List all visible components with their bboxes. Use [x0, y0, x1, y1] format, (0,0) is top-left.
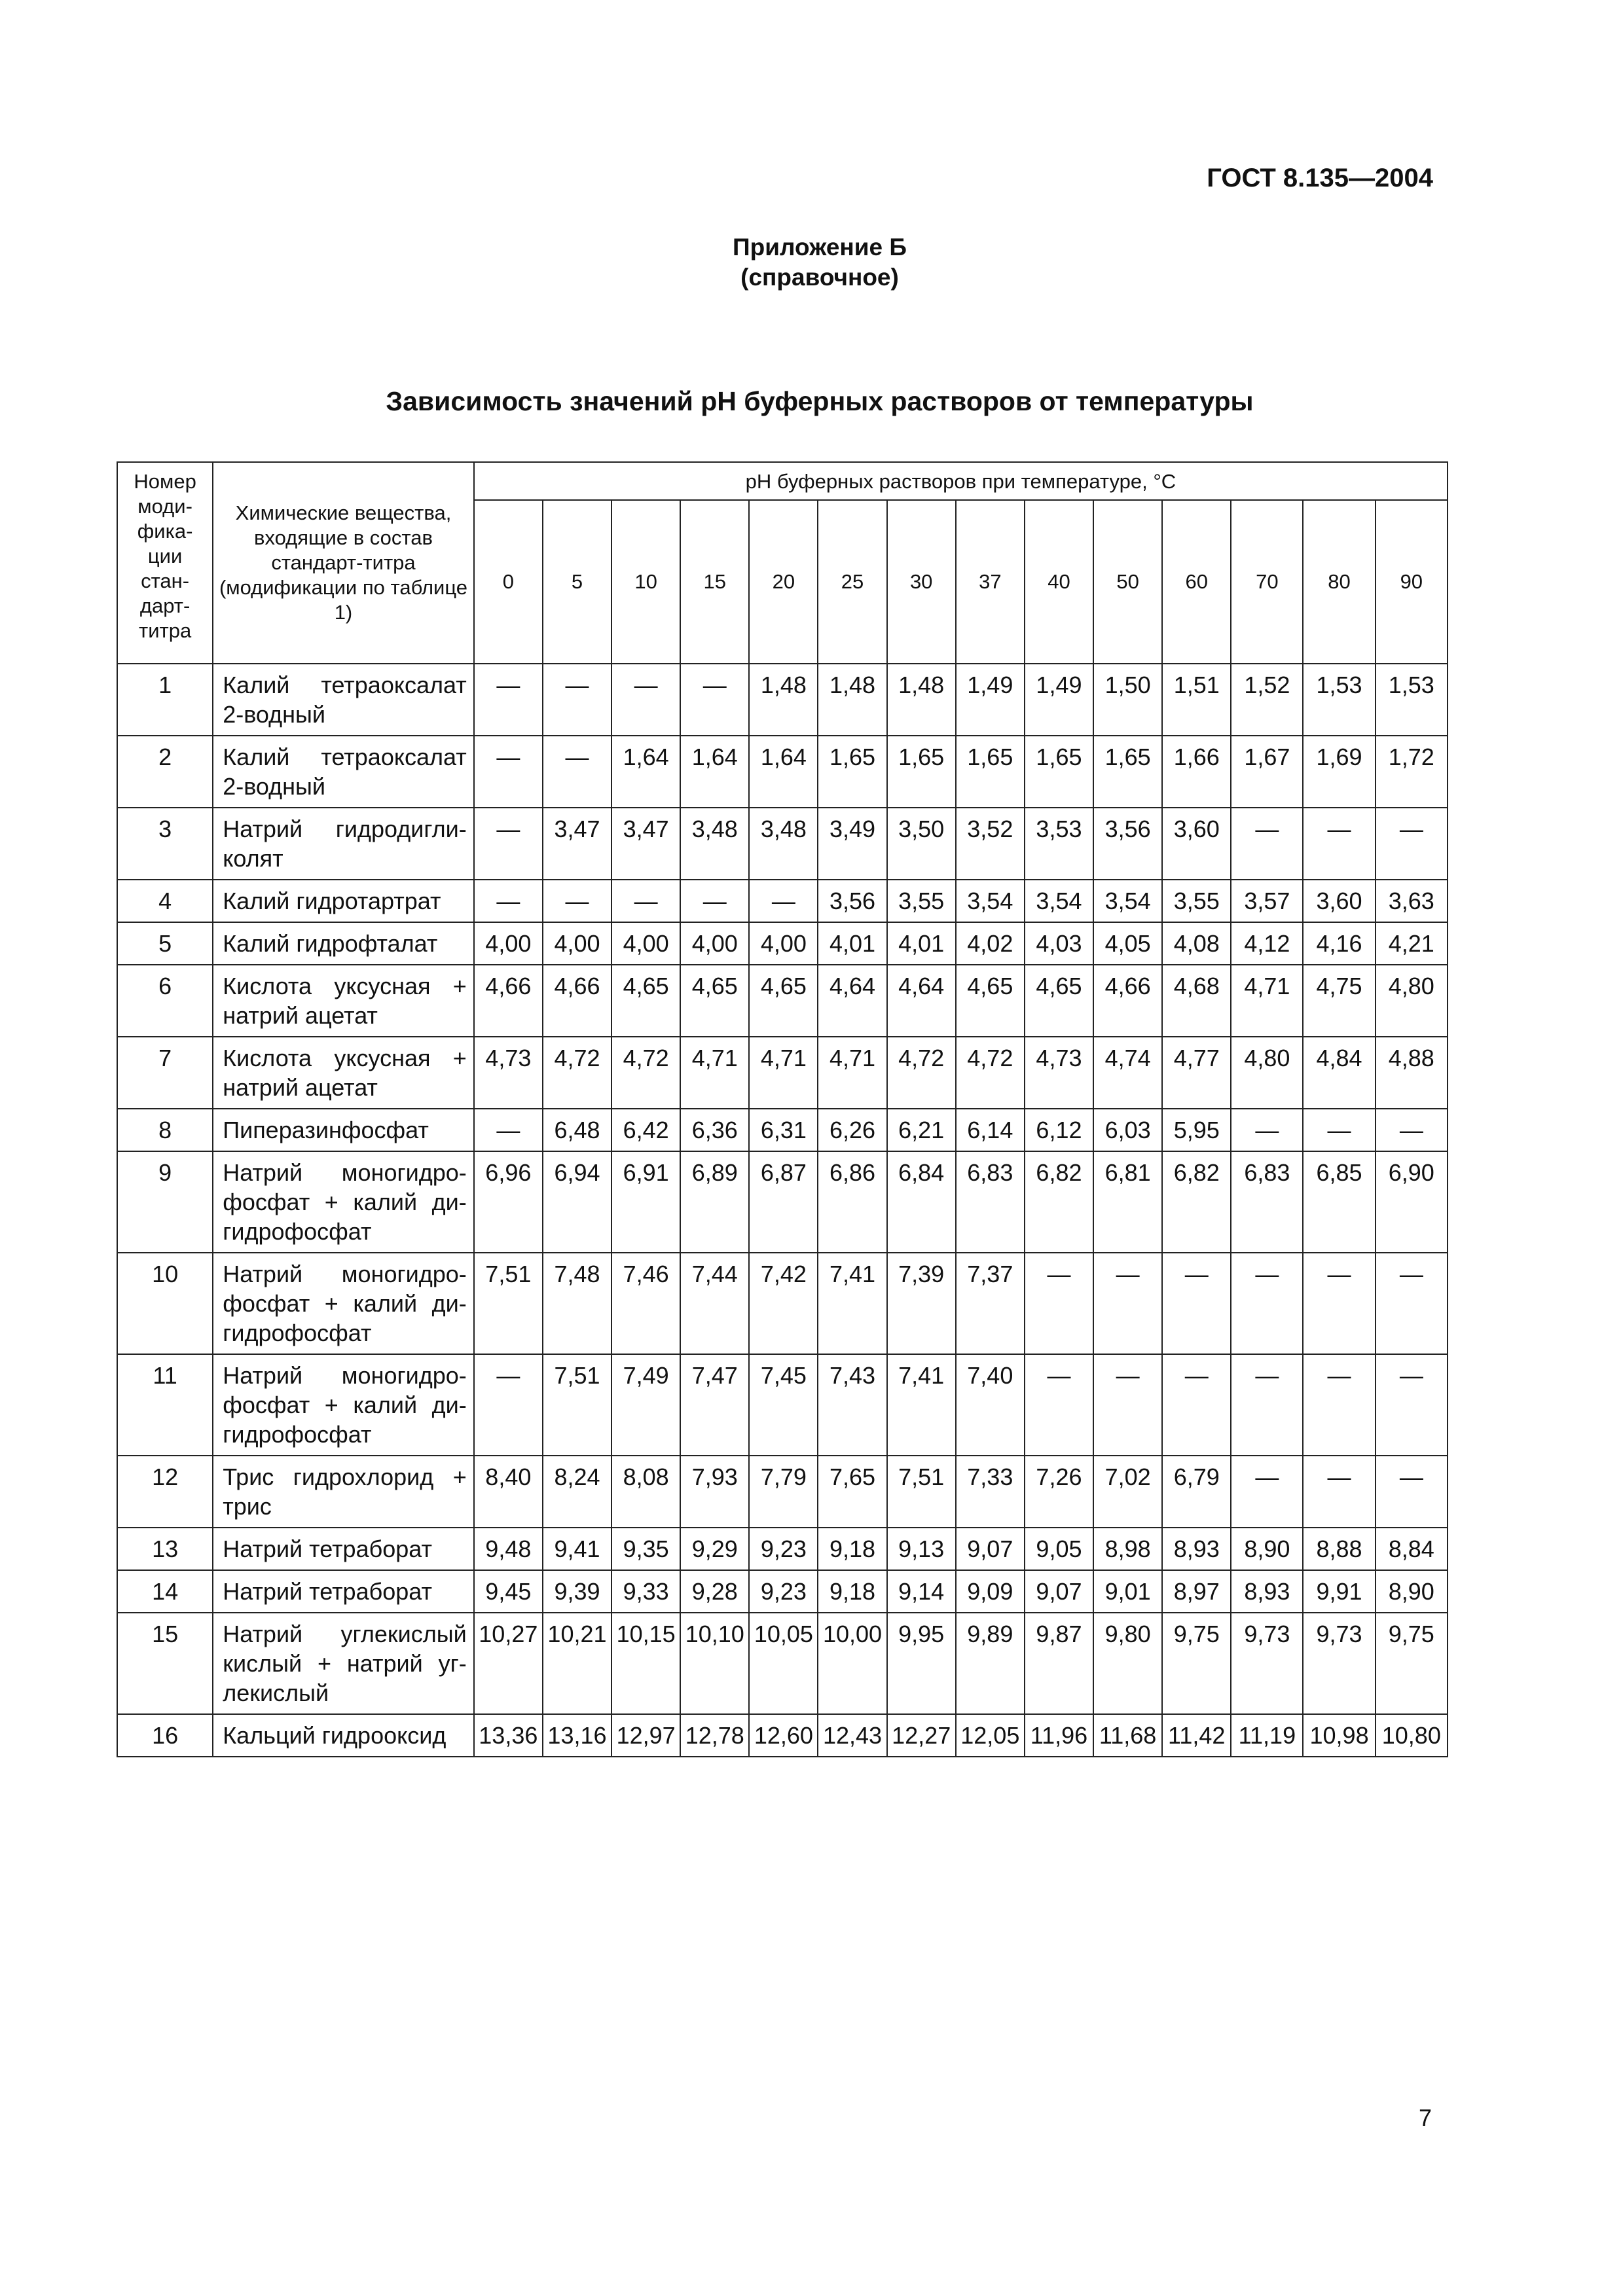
ph-value-cell: 7,41 — [818, 1253, 886, 1354]
ph-value-cell: 8,97 — [1162, 1570, 1231, 1613]
ph-value-cell: 1,49 — [956, 664, 1025, 736]
table-row — [117, 1570, 1448, 1613]
ph-value-cell: — — [1303, 808, 1375, 880]
table-row — [117, 1528, 1448, 1570]
ph-value-cell: 4,00 — [543, 922, 611, 965]
substance-name: Пиперазинфосфат — [213, 1109, 474, 1151]
ph-value-cell: 8,84 — [1376, 1528, 1448, 1570]
ph-value-cell: — — [474, 808, 543, 880]
ph-value-cell: 10,15 — [611, 1613, 680, 1714]
ph-value-cell: — — [1303, 1456, 1375, 1528]
ph-value-cell: 4,65 — [1025, 965, 1093, 1037]
ph-value-cell: 7,79 — [749, 1456, 818, 1528]
ph-value-cell: 4,00 — [680, 922, 749, 965]
ph-value-cell: 12,43 — [818, 1714, 886, 1757]
ph-value-cell: 8,88 — [1303, 1528, 1375, 1570]
ph-value-cell: 11,42 — [1162, 1714, 1231, 1757]
ph-value-cell: 9,45 — [474, 1570, 543, 1613]
ph-value-cell: 4,68 — [1162, 965, 1231, 1037]
ph-value-cell: 9,07 — [1025, 1570, 1093, 1613]
ph-value-cell: 8,93 — [1231, 1570, 1303, 1613]
ph-value-cell: 9,13 — [887, 1528, 956, 1570]
ph-value-cell: 7,39 — [887, 1253, 956, 1354]
appendix-kind: (справочное) — [740, 264, 899, 291]
ph-value-cell: 4,66 — [1093, 965, 1162, 1037]
table-row — [117, 880, 1448, 922]
ph-value-cell: 4,71 — [818, 1037, 886, 1109]
ph-value-cell: 10,80 — [1376, 1714, 1448, 1757]
ph-value-cell: 9,80 — [1093, 1613, 1162, 1714]
ph-value-cell: 9,14 — [887, 1570, 956, 1613]
ph-value-cell: 4,77 — [1162, 1037, 1231, 1109]
ph-value-cell: 8,24 — [543, 1456, 611, 1528]
ph-value-cell: 10,10 — [680, 1613, 749, 1714]
ph-value-cell: 3,57 — [1231, 880, 1303, 922]
ph-value-cell: 6,03 — [1093, 1109, 1162, 1151]
temperature-header: 15 — [680, 500, 749, 664]
table-row — [117, 1714, 1448, 1757]
ph-value-cell: 4,00 — [474, 922, 543, 965]
ph-value-cell: 7,02 — [1093, 1456, 1162, 1528]
ph-value-cell: 4,00 — [611, 922, 680, 965]
ph-value-cell: — — [543, 664, 611, 736]
table-row — [117, 1456, 1448, 1528]
ph-value-cell: — — [680, 664, 749, 736]
ph-value-cell: — — [543, 736, 611, 808]
ph-value-cell: — — [474, 664, 543, 736]
ph-value-cell: 1,64 — [680, 736, 749, 808]
ph-value-cell: 7,33 — [956, 1456, 1025, 1528]
ph-value-cell: 4,80 — [1231, 1037, 1303, 1109]
row-number: 2 — [117, 736, 213, 808]
ph-value-cell: 6,81 — [1093, 1151, 1162, 1253]
ph-value-cell: 9,23 — [749, 1528, 818, 1570]
ph-value-cell: 11,96 — [1025, 1714, 1093, 1757]
ph-value-cell: 9,29 — [680, 1528, 749, 1570]
ph-value-cell: 7,49 — [611, 1354, 680, 1456]
ph-value-cell: 6,87 — [749, 1151, 818, 1253]
table-row — [117, 1613, 1448, 1714]
ph-value-cell: 4,01 — [887, 922, 956, 965]
ph-value-cell: 6,42 — [611, 1109, 680, 1151]
ph-value-cell: 6,90 — [1376, 1151, 1448, 1253]
ph-value-cell: 6,79 — [1162, 1456, 1231, 1528]
ph-value-cell: 9,73 — [1303, 1613, 1375, 1714]
ph-value-cell: 6,94 — [543, 1151, 611, 1253]
ph-value-cell: 7,51 — [887, 1456, 956, 1528]
temperature-header: 25 — [818, 500, 886, 664]
ph-value-cell: 4,88 — [1376, 1037, 1448, 1109]
row-number: 14 — [117, 1570, 213, 1613]
row-number: 9 — [117, 1151, 213, 1253]
row-number: 4 — [117, 880, 213, 922]
ph-value-cell: 9,35 — [611, 1528, 680, 1570]
ph-value-cell: — — [611, 664, 680, 736]
row-number: 8 — [117, 1109, 213, 1151]
ph-value-cell: 4,73 — [474, 1037, 543, 1109]
ph-value-cell: 1,64 — [749, 736, 818, 808]
ph-value-cell: 4,03 — [1025, 922, 1093, 965]
ph-value-cell: 4,74 — [1093, 1037, 1162, 1109]
ph-value-cell: 1,72 — [1376, 736, 1448, 808]
table-row — [117, 1253, 1448, 1354]
substance-name: Натрий моногидро-фосфат + калий ди-гидрофосфат — [213, 1354, 474, 1456]
ph-value-cell: 1,65 — [1093, 736, 1162, 808]
ph-value-cell: — — [543, 880, 611, 922]
ph-value-cell: 1,53 — [1303, 664, 1375, 736]
substance-name: Натрий гидродигли-колят — [213, 808, 474, 880]
ph-value-cell: 3,54 — [1025, 880, 1093, 922]
ph-value-cell: 9,33 — [611, 1570, 680, 1613]
table-row — [117, 1109, 1448, 1151]
ph-value-cell: 11,68 — [1093, 1714, 1162, 1757]
ph-value-cell: 1,53 — [1376, 664, 1448, 736]
ph-value-cell: 5,95 — [1162, 1109, 1231, 1151]
row-number: 16 — [117, 1714, 213, 1757]
ph-value-cell: 6,14 — [956, 1109, 1025, 1151]
ph-value-cell: 4,16 — [1303, 922, 1375, 965]
ph-value-cell: 9,18 — [818, 1570, 886, 1613]
ph-value-cell: 4,71 — [1231, 965, 1303, 1037]
ph-value-cell: 10,98 — [1303, 1714, 1375, 1757]
ph-value-cell: 10,21 — [543, 1613, 611, 1714]
ph-value-cell: 3,47 — [611, 808, 680, 880]
ph-value-cell: 9,28 — [680, 1570, 749, 1613]
ph-value-cell: 6,21 — [887, 1109, 956, 1151]
table-title: Зависимость значений pH буферных растворов от температуры — [386, 386, 1254, 416]
ph-value-cell: 3,54 — [956, 880, 1025, 922]
substance-name: Натрий тетраборат — [213, 1528, 474, 1570]
row-number: 5 — [117, 922, 213, 965]
ph-value-cell: 6,36 — [680, 1109, 749, 1151]
ph-value-cell: 9,18 — [818, 1528, 886, 1570]
column-header-number: Номер моди-фика-ции стан-дарт-титра — [117, 462, 213, 664]
ph-value-cell: 6,91 — [611, 1151, 680, 1253]
ph-value-cell: 12,05 — [956, 1714, 1025, 1757]
ph-value-cell: 1,65 — [1025, 736, 1093, 808]
ph-value-cell: — — [1376, 1456, 1448, 1528]
temperature-header: 90 — [1376, 500, 1448, 664]
ph-value-cell: 3,53 — [1025, 808, 1093, 880]
ph-value-cell: 12,97 — [611, 1714, 680, 1757]
document-code: ГОСТ 8.135—2004 — [1207, 164, 1433, 192]
ph-value-cell: 6,84 — [887, 1151, 956, 1253]
ph-value-cell: 9,91 — [1303, 1570, 1375, 1613]
ph-value-cell: 7,41 — [887, 1354, 956, 1456]
ph-value-cell: 6,83 — [956, 1151, 1025, 1253]
ph-value-cell: — — [1376, 1253, 1448, 1354]
ph-value-cell: 6,12 — [1025, 1109, 1093, 1151]
ph-value-cell: 10,00 — [818, 1613, 886, 1714]
appendix-heading — [0, 232, 1623, 293]
ph-value-cell: 4,00 — [749, 922, 818, 965]
substance-name: Кислота уксусная + натрий ацетат — [213, 965, 474, 1037]
ph-value-cell: 1,51 — [1162, 664, 1231, 736]
ph-value-cell: 4,72 — [611, 1037, 680, 1109]
ph-value-cell: — — [1093, 1354, 1162, 1456]
ph-value-cell: 4,65 — [680, 965, 749, 1037]
ph-value-cell: 13,36 — [474, 1714, 543, 1757]
temperature-header: 10 — [611, 500, 680, 664]
temperature-header: 20 — [749, 500, 818, 664]
substance-name: Трис гидрохлорид + трис — [213, 1456, 474, 1528]
row-number: 3 — [117, 808, 213, 880]
ph-value-cell: 4,66 — [474, 965, 543, 1037]
ph-value-cell: 7,47 — [680, 1354, 749, 1456]
ph-value-cell: 7,48 — [543, 1253, 611, 1354]
table-row — [117, 1037, 1448, 1109]
ph-value-cell: 1,67 — [1231, 736, 1303, 808]
ph-value-cell: 8,40 — [474, 1456, 543, 1528]
temperature-header: 70 — [1231, 500, 1303, 664]
ph-value-cell: 4,21 — [1376, 922, 1448, 965]
ph-value-cell: 8,98 — [1093, 1528, 1162, 1570]
ph-value-cell: 6,83 — [1231, 1151, 1303, 1253]
ph-value-cell: 3,48 — [680, 808, 749, 880]
ph-value-cell: 9,41 — [543, 1528, 611, 1570]
ph-value-cell: 4,64 — [818, 965, 886, 1037]
ph-value-cell: 7,65 — [818, 1456, 886, 1528]
ph-value-cell: 6,48 — [543, 1109, 611, 1151]
ph-value-cell: — — [1376, 808, 1448, 880]
ph-value-cell: 4,72 — [956, 1037, 1025, 1109]
ph-value-cell: 9,48 — [474, 1528, 543, 1570]
ph-value-cell: 3,54 — [1093, 880, 1162, 922]
ph-value-cell: 9,89 — [956, 1613, 1025, 1714]
substance-name: Натрий моногидро-фосфат + калий ди-гидрофосфат — [213, 1253, 474, 1354]
ph-value-cell: 7,43 — [818, 1354, 886, 1456]
ph-temperature-table — [117, 461, 1448, 1757]
ph-value-cell: 3,60 — [1162, 808, 1231, 880]
ph-value-cell: 11,19 — [1231, 1714, 1303, 1757]
table-row — [117, 965, 1448, 1037]
ph-value-cell: 4,64 — [887, 965, 956, 1037]
ph-value-cell: — — [1376, 1109, 1448, 1151]
ph-value-cell: 3,52 — [956, 808, 1025, 880]
ph-value-cell: 4,72 — [543, 1037, 611, 1109]
ph-value-cell: 9,07 — [956, 1528, 1025, 1570]
ph-value-cell: 3,56 — [818, 880, 886, 922]
ph-value-cell: — — [1025, 1354, 1093, 1456]
ph-value-cell: 4,02 — [956, 922, 1025, 965]
ph-value-cell: 12,60 — [749, 1714, 818, 1757]
row-number: 12 — [117, 1456, 213, 1528]
ph-value-cell: 7,45 — [749, 1354, 818, 1456]
ph-value-cell: 3,56 — [1093, 808, 1162, 880]
page-number: 7 — [1418, 2104, 1432, 2131]
ph-value-cell: 4,71 — [680, 1037, 749, 1109]
ph-value-cell: — — [1231, 1456, 1303, 1528]
ph-value-cell: — — [1231, 808, 1303, 880]
ph-value-cell: — — [1231, 1354, 1303, 1456]
temperature-header: 30 — [887, 500, 956, 664]
column-group-header-ph: pH буферных растворов при температуре, °С — [474, 462, 1448, 500]
ph-value-cell: 8,08 — [611, 1456, 680, 1528]
ph-value-cell: 1,66 — [1162, 736, 1231, 808]
ph-value-cell: 3,50 — [887, 808, 956, 880]
substance-name: Кислота уксусная + натрий ацетат — [213, 1037, 474, 1109]
row-number: 1 — [117, 664, 213, 736]
ph-value-cell: 6,86 — [818, 1151, 886, 1253]
ph-value-cell: 1,48 — [818, 664, 886, 736]
ph-value-cell: 10,27 — [474, 1613, 543, 1714]
ph-value-cell: 7,37 — [956, 1253, 1025, 1354]
ph-value-cell: 7,40 — [956, 1354, 1025, 1456]
ph-value-cell: 7,46 — [611, 1253, 680, 1354]
ph-value-cell: — — [1025, 1253, 1093, 1354]
ph-value-cell: 7,42 — [749, 1253, 818, 1354]
ph-value-cell: 9,09 — [956, 1570, 1025, 1613]
ph-value-cell: 3,55 — [1162, 880, 1231, 922]
ph-value-cell: 6,85 — [1303, 1151, 1375, 1253]
ph-value-cell: 3,55 — [887, 880, 956, 922]
substance-name: Калий тетраоксалат 2-водный — [213, 664, 474, 736]
temperature-header: 0 — [474, 500, 543, 664]
ph-value-cell: 7,93 — [680, 1456, 749, 1528]
ph-value-cell: 1,65 — [818, 736, 886, 808]
ph-value-cell: — — [1231, 1109, 1303, 1151]
ph-value-cell: 9,23 — [749, 1570, 818, 1613]
ph-value-cell: 4,01 — [818, 922, 886, 965]
row-number: 13 — [117, 1528, 213, 1570]
ph-value-cell: — — [1093, 1253, 1162, 1354]
ph-value-cell: — — [474, 1354, 543, 1456]
ph-value-cell: 4,66 — [543, 965, 611, 1037]
substance-name: Натрий тетраборат — [213, 1570, 474, 1613]
ph-value-cell: — — [1162, 1354, 1231, 1456]
ph-value-cell: — — [680, 880, 749, 922]
ph-value-cell: 9,95 — [887, 1613, 956, 1714]
temperature-header: 60 — [1162, 500, 1231, 664]
table-row — [117, 1354, 1448, 1456]
ph-value-cell: — — [1303, 1354, 1375, 1456]
ph-value-cell: — — [1162, 1253, 1231, 1354]
ph-value-cell: 1,65 — [956, 736, 1025, 808]
ph-value-cell: 9,05 — [1025, 1528, 1093, 1570]
table-row — [117, 664, 1448, 736]
ph-value-cell: 6,82 — [1025, 1151, 1093, 1253]
ph-value-cell: 1,65 — [887, 736, 956, 808]
ph-value-cell: 1,52 — [1231, 664, 1303, 736]
ph-value-cell: 9,87 — [1025, 1613, 1093, 1714]
table-row — [117, 1151, 1448, 1253]
substance-name: Калий гидротартрат — [213, 880, 474, 922]
substance-name: Калий тетраоксалат 2-водный — [213, 736, 474, 808]
row-number: 6 — [117, 965, 213, 1037]
table-row — [117, 808, 1448, 880]
ph-value-cell: 9,75 — [1162, 1613, 1231, 1714]
ph-value-cell: 1,49 — [1025, 664, 1093, 736]
ph-value-cell: 6,82 — [1162, 1151, 1231, 1253]
ph-value-cell: 1,64 — [611, 736, 680, 808]
substance-name: Калий гидрофталат — [213, 922, 474, 965]
substance-name: Натрий углекислый кислый + натрий уг-лекислый — [213, 1613, 474, 1714]
ph-value-cell: — — [611, 880, 680, 922]
ph-value-cell: 9,01 — [1093, 1570, 1162, 1613]
ph-value-cell: 6,89 — [680, 1151, 749, 1253]
ph-value-cell: 4,75 — [1303, 965, 1375, 1037]
ph-value-cell: — — [474, 1109, 543, 1151]
ph-value-cell: 4,05 — [1093, 922, 1162, 965]
ph-value-cell: 4,08 — [1162, 922, 1231, 965]
ph-value-cell: 4,73 — [1025, 1037, 1093, 1109]
ph-value-cell: 1,48 — [887, 664, 956, 736]
substance-name: Кальций гидрооксид — [213, 1714, 474, 1757]
ph-value-cell: 8,90 — [1231, 1528, 1303, 1570]
ph-value-cell: 1,48 — [749, 664, 818, 736]
temperature-header: 40 — [1025, 500, 1093, 664]
temperature-header: 5 — [543, 500, 611, 664]
ph-value-cell: 3,48 — [749, 808, 818, 880]
row-number: 10 — [117, 1253, 213, 1354]
ph-value-cell: 10,05 — [749, 1613, 818, 1714]
ph-value-cell: 8,90 — [1376, 1570, 1448, 1613]
ph-value-cell: 13,16 — [543, 1714, 611, 1757]
ph-value-cell: 1,50 — [1093, 664, 1162, 736]
ph-value-cell: 6,31 — [749, 1109, 818, 1151]
ph-value-cell: 12,27 — [887, 1714, 956, 1757]
ph-value-cell: 9,75 — [1376, 1613, 1448, 1714]
ph-value-cell: 12,78 — [680, 1714, 749, 1757]
row-number: 11 — [117, 1354, 213, 1456]
ph-value-cell: 8,93 — [1162, 1528, 1231, 1570]
ph-value-cell: — — [749, 880, 818, 922]
ph-value-cell: 4,84 — [1303, 1037, 1375, 1109]
ph-value-cell: 6,26 — [818, 1109, 886, 1151]
temperature-header: 37 — [956, 500, 1025, 664]
appendix-label: Приложение Б — [733, 234, 907, 260]
ph-value-cell: 4,65 — [956, 965, 1025, 1037]
ph-value-cell: 3,47 — [543, 808, 611, 880]
ph-value-cell: 7,44 — [680, 1253, 749, 1354]
column-header-substances: Химические вещества, входящие в состав стандарт-титра (модификации по таблице 1) — [213, 462, 474, 664]
ph-value-cell: 1,69 — [1303, 736, 1375, 808]
ph-value-cell: 4,65 — [611, 965, 680, 1037]
temperature-header: 50 — [1093, 500, 1162, 664]
row-number: 7 — [117, 1037, 213, 1109]
ph-value-cell: 4,12 — [1231, 922, 1303, 965]
ph-value-cell: 7,26 — [1025, 1456, 1093, 1528]
ph-value-cell: 9,39 — [543, 1570, 611, 1613]
table-row — [117, 922, 1448, 965]
ph-value-cell: — — [1303, 1253, 1375, 1354]
ph-value-cell: — — [1303, 1109, 1375, 1151]
ph-value-cell: 7,51 — [474, 1253, 543, 1354]
ph-value-cell: 4,71 — [749, 1037, 818, 1109]
ph-value-cell: 6,96 — [474, 1151, 543, 1253]
ph-value-cell: 7,51 — [543, 1354, 611, 1456]
table-body — [117, 664, 1448, 1757]
ph-value-cell: 3,63 — [1376, 880, 1448, 922]
ph-value-cell: 4,72 — [887, 1037, 956, 1109]
temperature-header: 80 — [1303, 500, 1375, 664]
substance-name: Натрий моногидро-фосфат + калий ди-гидрофосфат — [213, 1151, 474, 1253]
ph-value-cell: — — [474, 880, 543, 922]
ph-value-cell: 9,73 — [1231, 1613, 1303, 1714]
ph-value-cell: — — [474, 736, 543, 808]
ph-value-cell: 3,60 — [1303, 880, 1375, 922]
row-number: 15 — [117, 1613, 213, 1714]
ph-value-cell: 3,49 — [818, 808, 886, 880]
ph-value-cell: — — [1231, 1253, 1303, 1354]
ph-value-cell: — — [1376, 1354, 1448, 1456]
table-row — [117, 736, 1448, 808]
ph-value-cell: 4,65 — [749, 965, 818, 1037]
ph-value-cell: 4,80 — [1376, 965, 1448, 1037]
